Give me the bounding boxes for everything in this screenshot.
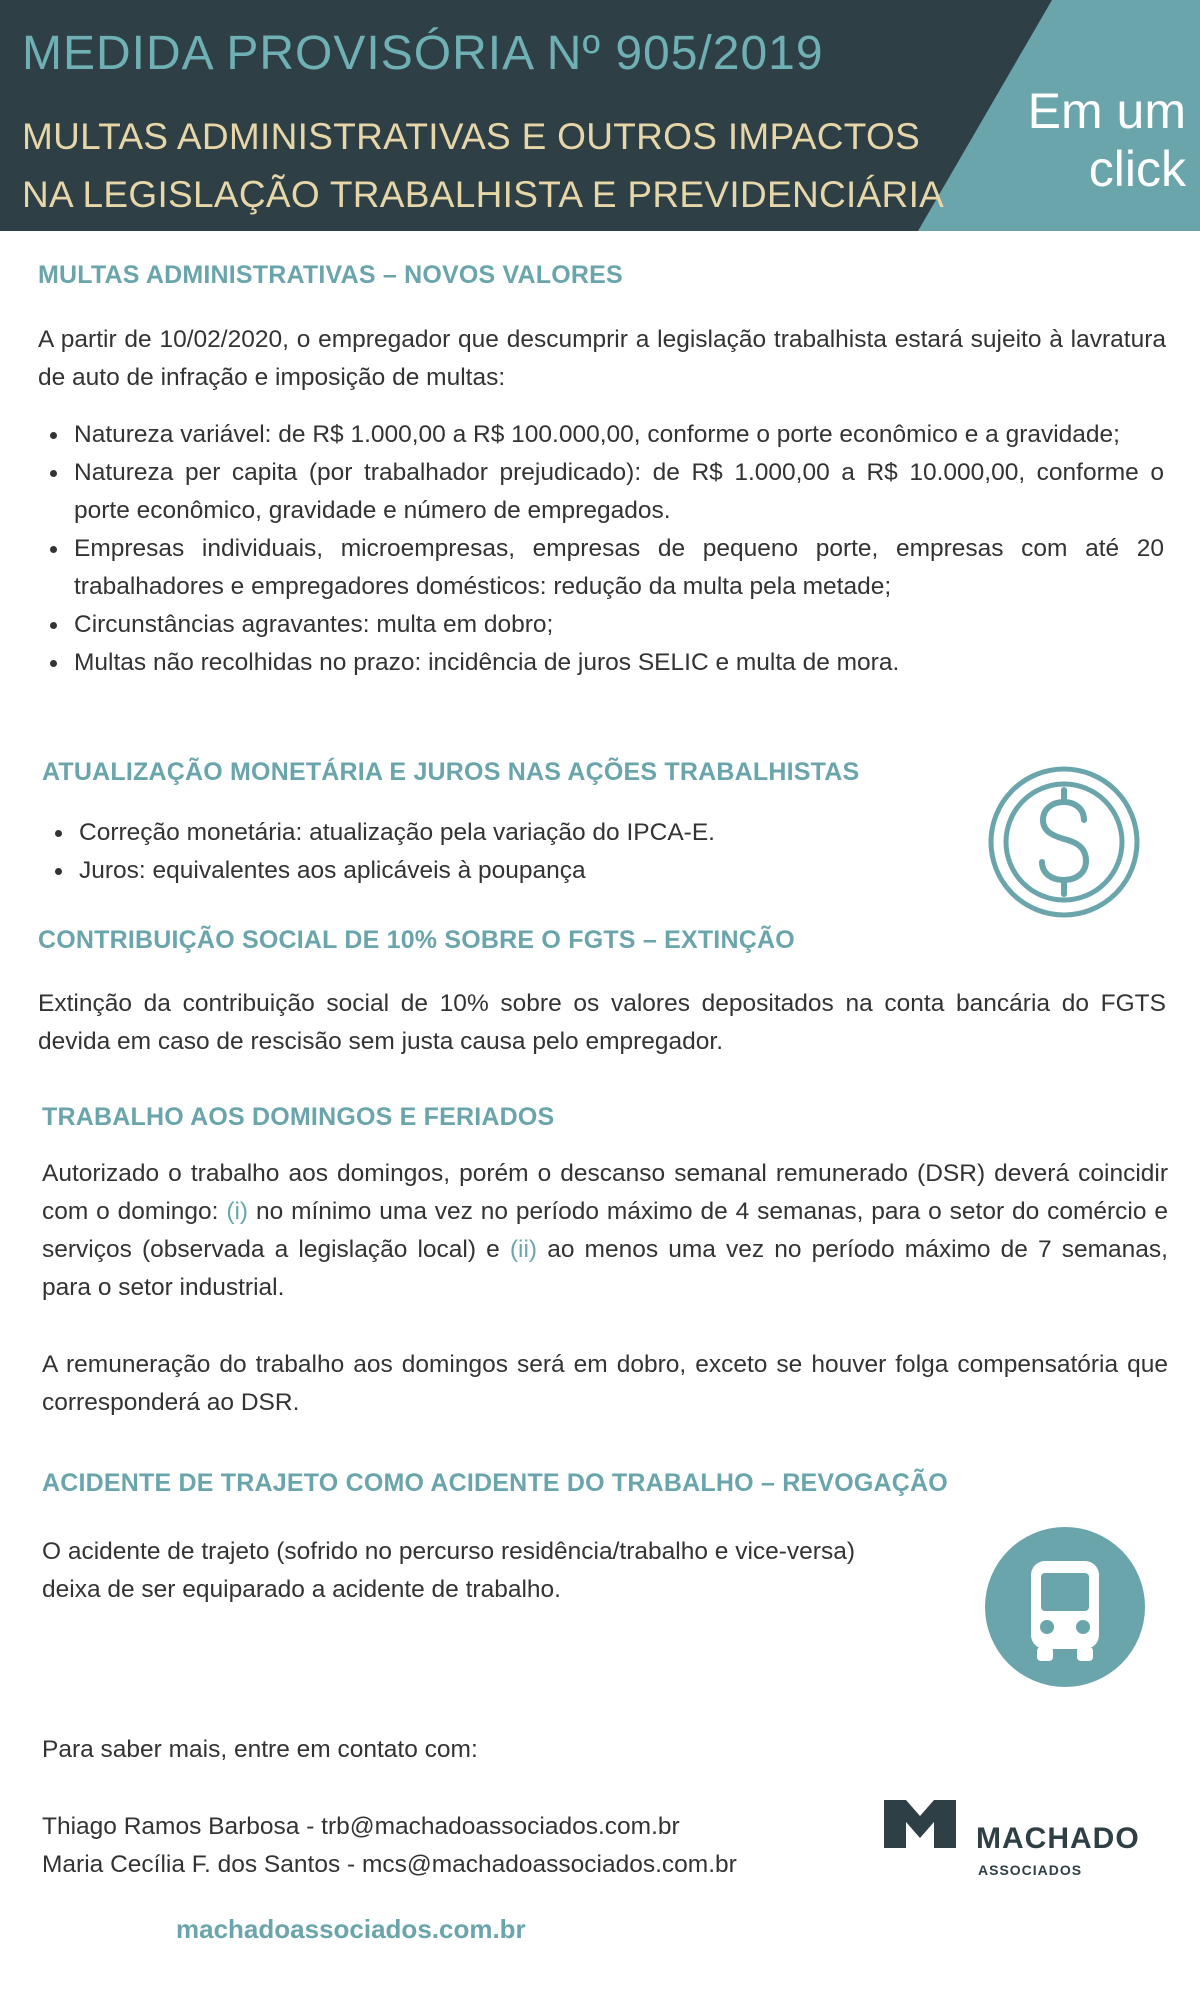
acidente-text: [42, 1533, 942, 1609]
domingos-paragraph-1: [42, 1155, 1168, 1307]
badge-line2: click: [1088, 141, 1186, 197]
list-item: Juros: equivalentes aos aplicáveis à poupança: [43, 852, 943, 890]
section-title-acidente: ACIDENTE DE TRAJETO COMO ACIDENTE DO TRABALHO – REVOGAÇÃO: [42, 1469, 948, 1497]
acidente-line1: O acidente de trajeto (sofrido no percurso residência/trabalho e vice-versa): [42, 1538, 855, 1565]
logo-subname: ASSOCIADOS: [978, 1862, 1083, 1878]
domingos-paragraph-2: A remuneração do trabalho aos domingos será em dobro, exceto se houver folga compensatória que corresponderá ao DSR.: [42, 1351, 1168, 1416]
list-item: Natureza per capita (por trabalhador prejudicado): de R$ 1.000,00 a R$ 10.000,00, conforme o porte econômico, gravidade e número de empregados.: [38, 454, 1164, 530]
contact-intro: Para saber mais, entre em contato com:: [42, 1736, 478, 1763]
domingos-p1-text-b: no mínimo uma vez no período máximo de 4 semanas, para o setor do comércio e serviços (observada a legislação local) e: [42, 1198, 1168, 1263]
section-title-fgts: CONTRIBUIÇÃO SOCIAL DE 10% SOBRE O FGTS – EXTINÇÃO: [38, 926, 795, 954]
contact-person-2: Maria Cecília F. dos Santos - mcs@machadoassociados.com.br: [42, 1851, 737, 1878]
em-um-click-badge: [986, 82, 1186, 198]
website-link[interactable]: machadoassociados.com.br: [176, 1914, 526, 1944]
list-item: Multas não recolhidas no prazo: incidência de juros SELIC e multa de mora.: [38, 644, 1164, 682]
page-subtitle-line2: NA LEGISLAÇÃO TRABALHISTA E PREVIDENCIÁRIA: [22, 174, 945, 215]
multas-bullet-list: [38, 416, 1164, 682]
section-title-multas: MULTAS ADMINISTRATIVAS – NOVOS VALORES: [38, 261, 623, 289]
header-banner: [0, 0, 1200, 231]
page-subtitle: [22, 108, 944, 224]
acidente-line2: deixa de ser equiparado a acidente de trabalho.: [42, 1576, 561, 1603]
machado-logo: [884, 1800, 1144, 1880]
badge-line1: Em um: [1027, 83, 1186, 139]
bus-icon: [985, 1527, 1145, 1687]
logo-name: MACHADO: [976, 1822, 1140, 1855]
list-item: Empresas individuais, microempresas, empresas de pequeno porte, empresas com até 20 trabalhadores e empregadores domésticos: redução da multa pela metade;: [38, 530, 1164, 606]
list-item: Natureza variável: de R$ 1.000,00 a R$ 100.000,00, conforme o porte econômico e a gravidade;: [38, 416, 1164, 454]
roman-ii-marker: (ii): [509, 1236, 538, 1263]
fgts-text: Extinção da contribuição social de 10% sobre os valores depositados na conta bancária do FGTS devida em caso de rescisão sem justa causa pelo empregador.: [38, 990, 1166, 1055]
section-title-atualizacao: ATUALIZAÇÃO MONETÁRIA E JUROS NAS AÇÕES TRABALHISTAS: [42, 758, 860, 786]
contact-person-1: Thiago Ramos Barbosa - trb@machadoassociados.com.br: [42, 1813, 680, 1840]
dollar-coin-icon: [988, 766, 1140, 918]
domingos-p1-text-c: ao menos uma vez no período máximo de 7 semanas, para o setor industrial.: [42, 1236, 1168, 1301]
domingos-p1-text-a: Autorizado o trabalho aos domingos, porém o descanso semanal remunerado (DSR) deverá coincidir com o domingo:: [42, 1160, 1168, 1225]
list-item: Correção monetária: atualização pela variação do IPCA-E.: [43, 814, 943, 852]
atualizacao-bullet-list: [43, 814, 943, 890]
section-title-domingos: TRABALHO AOS DOMINGOS E FERIADOS: [42, 1103, 555, 1131]
list-item: Circunstâncias agravantes: multa em dobro;: [38, 606, 1164, 644]
logo-mark-icon: [884, 1800, 956, 1848]
page-subtitle-line1: MULTAS ADMINISTRATIVAS E OUTROS IMPACTOS: [22, 116, 921, 157]
roman-i-marker: (i): [226, 1198, 249, 1225]
page-title: MEDIDA PROVISÓRIA Nº 905/2019: [22, 27, 824, 80]
multas-intro: A partir de 10/02/2020, o empregador que descumprir a legislação trabalhista estará sujeito à lavratura de auto de infração e imposição de multas:: [38, 326, 1166, 391]
